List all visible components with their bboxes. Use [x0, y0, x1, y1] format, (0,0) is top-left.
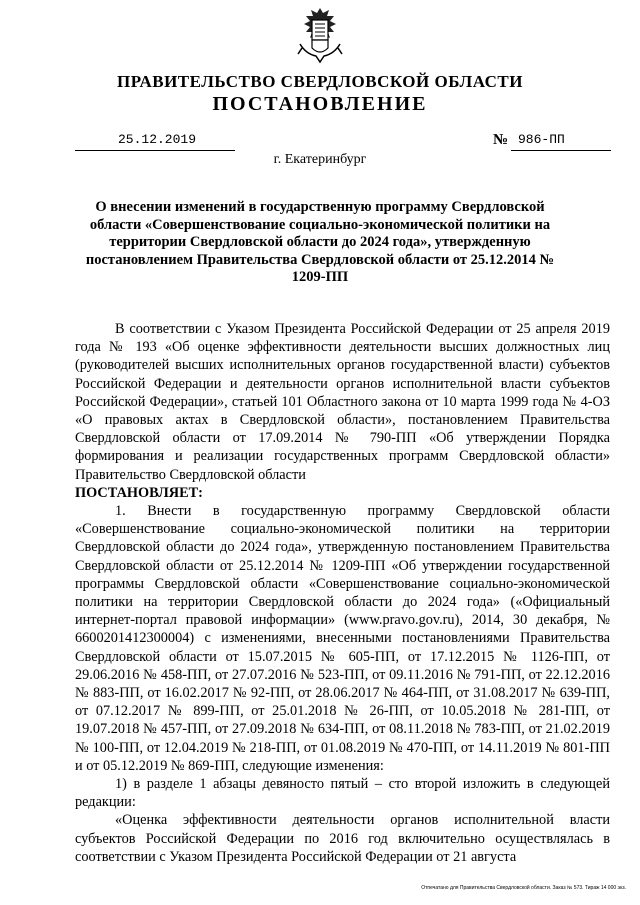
preamble-paragraph: В соответствии с Указом Президента Российской Федерации от 25 апреля 2019 года № 193 «Об оценке эффективности деятельности высших должностных лиц (руководителей высших исполнительных органов государственной власти) субъектов Российской Федерации и деятельности органов исполнительной власти субъектов Российской Федерации», статьей 101 Областного закона от 10 марта 1999 года № 4-ОЗ «О правовых актах в Свердловской области», постановлением Правительства Свердловской области от 17.09.2014 № 790-ПП «Об утверждении Порядка формирования и реализации государственных программ Свердловской области» Правительство Свердловской области: [75, 321, 610, 483]
number-sign: №: [493, 132, 509, 148]
print-footer: Отпечатано для Правительства Свердловской области. Заказ № 573. Тираж 14 000 экз.: [421, 885, 626, 891]
number-underline: [511, 150, 611, 151]
item-1-paragraph: 1. Внести в государственную программу Свердловской области «Совершенствование социально-экономической политики на территории Свердловской области до 2024 года», утвержденную постановлением Правительства Свердловской области от 25.12.2014 № 1209-ПП «Об утверждении государственной программы Свердловской области «Совершенствование социально-экономической политики на территории Свердловской области до 2024 года» («Официальный интернет-портал правовой информации» (www.pravo.gov.ru), 2014, 30 декабря, № 6600201412300004) с изменениями, внесенными постановлениями Правительства Свердловской области от 15.07.2015 № 605-ПП, от 17.12.2015 № 1126-ПП, от 29.06.2016 № 458-ПП, от 27.07.2016 № 523-ПП, от 09.11.2016 № 791-ПП, от 22.12.2016 № 883-ПП, от 16.02.2017 № 92-ПП, от 28.06.2017 № 464-ПП, от 31.08.2017 № 639-ПП, от 07.12.2017 № 899-ПП, от 25.01.2018 № 26-ПП, от 10.05.2018 № 281-ПП, от 19.07.2018 № 457-ПП, от 27.09.2018 № 634-ПП, от 08.11.2018 № 783-ПП, от 21.02.2019 № 100-ПП, от 12.04.2019 № 218-ПП, от 01.08.2019 № 470-ПП, от 14.11.2019 № 801-ПП и от 05.12.2019 № 869-ПП, следующие изменения:: [75, 503, 610, 774]
document-title: О внесении изменений в государственную программу Свердловской области «Совершенствование социально-экономической политики на территории Свердловской области до 2024 года», утвержденную постановлением Правительства Свердловской области от 25.12.2014 № 1209-ПП: [85, 199, 555, 285]
date-underline: [75, 150, 235, 151]
city: г. Екатеринбург: [273, 152, 367, 167]
resolves-heading: ПОСТАНОВЛЯЕТ:: [75, 484, 203, 501]
document-date: 25.12.2019: [118, 132, 197, 147]
coat-of-arms-icon: [292, 4, 348, 66]
document-body: [75, 320, 610, 866]
document-number: 986-ПП: [518, 132, 565, 147]
item-1-1-paragraph: 1) в разделе 1 абзацы девяносто пятый – сто второй изложить в следующей редакции:: [75, 776, 610, 811]
document-type: ПОСТАНОВЛЕНИЕ: [212, 93, 428, 115]
organization-name: ПРАВИТЕЛЬСТВО СВЕРДЛОВСКОЙ ОБЛАСТИ: [117, 72, 523, 91]
quote-paragraph: «Оценка эффективности деятельности органов исполнительной власти субъектов Российской Федерации по 2016 год включительно осуществлялась в соответствии с Указом Президента Российской Федерации от 21 августа: [75, 812, 610, 865]
